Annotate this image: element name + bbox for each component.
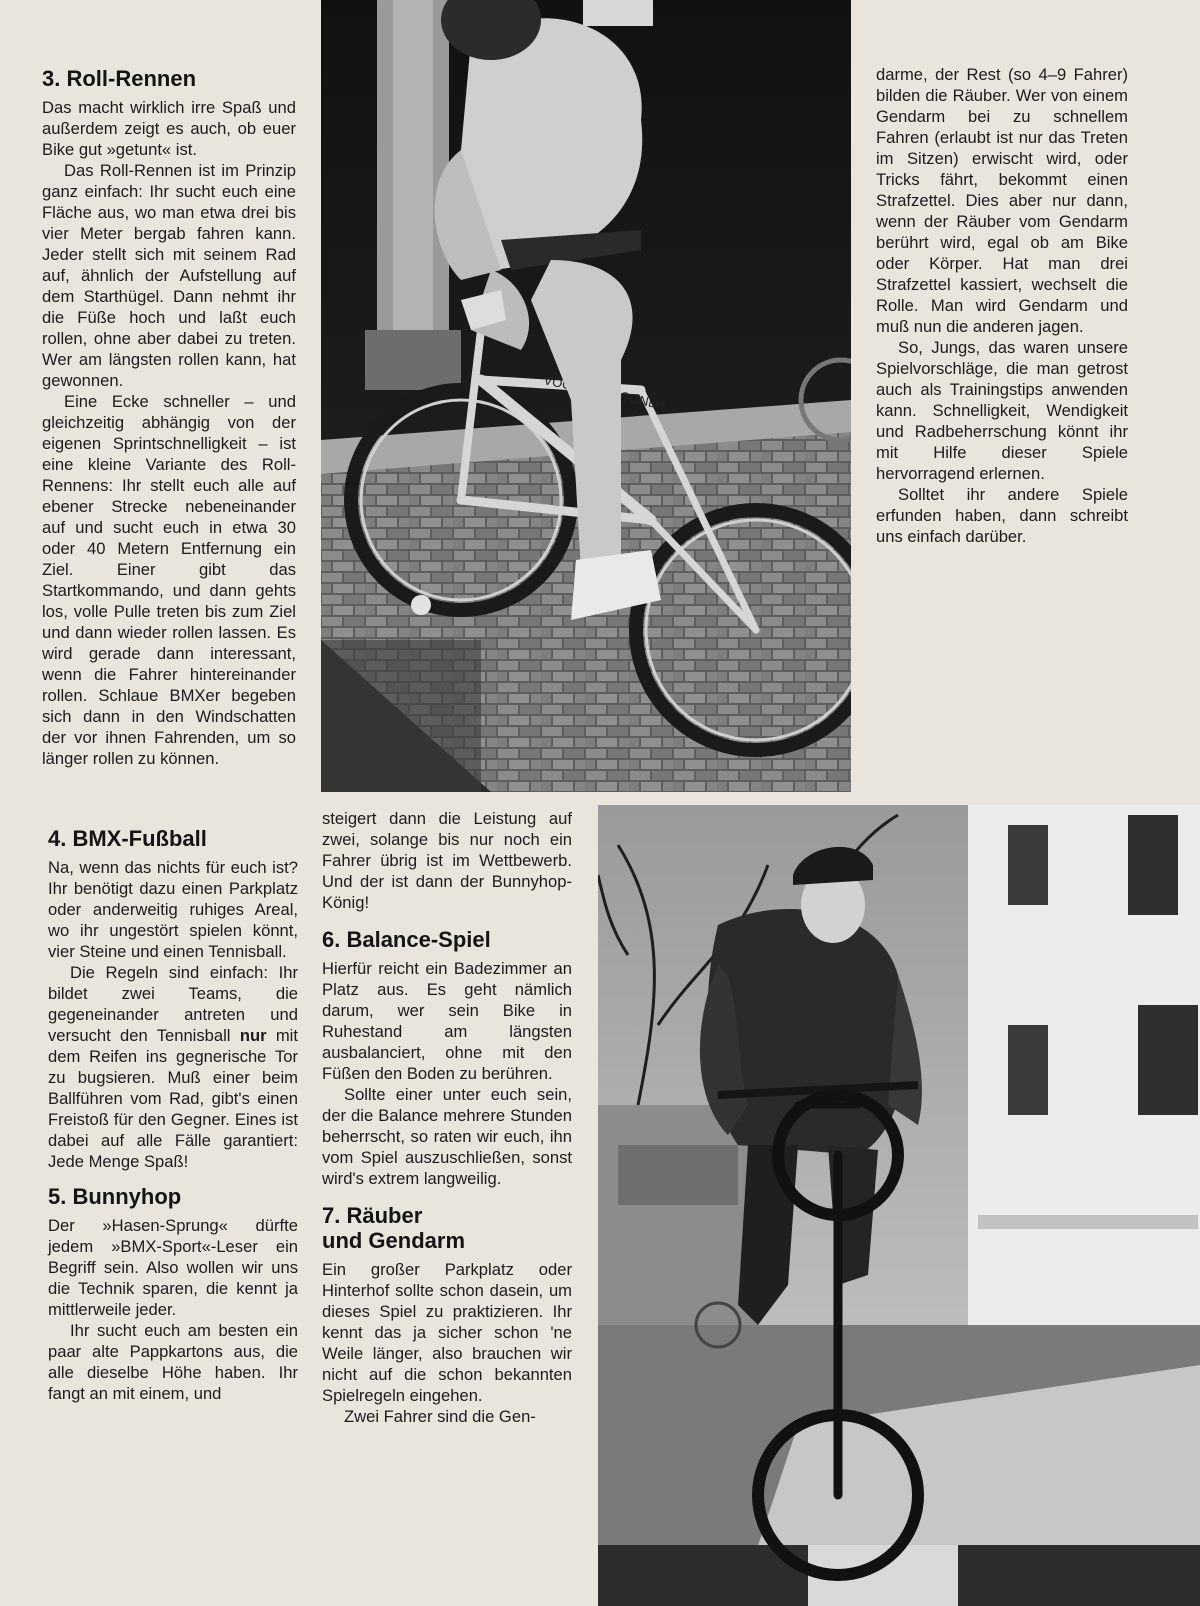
text-run: mit dem Reifen ins gegnerische Tor zu bugsieren. Muß einer beim Ballführen vom Rad, gibt's einen Freistoß für den Gegner. Eines ist dabei auf alle Fälle garantiert: Jede Menge Spaß! [48, 1026, 298, 1171]
paragraph: Zwei Fahrer sind die Gen- [344, 1407, 536, 1426]
paragraph: Eine Ecke schneller – und gleichzeitig abhängig von der eigenen Sprintschnelligkeit – ist eine kleine Variante des Roll-Rennens: Ihr stellt euch alle auf ebener Strecke nebeneinander auf und sucht euch in etwa 30 oder 40 Metern Entfernung ein Ziel. Einer gibt das Startkommando, und dann gehts los, volle Pulle treten bis zum Ziel und dann wieder rollen lassen. Es wird gerade dann interessant, wenn die Fahrer hintereinander rollen. Schlaue BMXer begeben sich dann in den Windschatten der vor ihnen Fahrenden, um so länger rollen zu können. [42, 392, 296, 768]
heading-bmx-fussball: 4. BMX-Fußball [48, 826, 207, 851]
paragraph: Sollte einer unter euch sein, der die Balance mehrere Stunden beherrscht, so raten wir euch, ihn vom Spiel auszuschließen, sonst wird's extrem langweilig. [322, 1085, 572, 1188]
heading-und-gendarm: und Gendarm [322, 1228, 466, 1253]
column-2 [322, 808, 572, 1427]
paragraph: darme, der Rest (so 4–9 Fahrer) bilden die Räuber. Wer von einem Gendarm bei zu schnellem Fahren (erlaubt ist nur das Treten im Sitzen) erwischt wird, oder Tricks fährt, bekommt einen Strafzettel. Dies aber nur dann, wenn der Räuber vom Gendarm berührt wird, egal ob am Bike oder Körper. Hat man drei Strafzettel kassiert, wechselt die Rolle. Man wird Gendarm und muß nun die anderen jagen. [876, 65, 1128, 336]
paragraph: Na, wenn das nichts für euch ist? Ihr benötigt dazu einen Parkplatz oder anderweitig ruhiges Areal, wo ihr ungestört spielen könnt, vier Steine und einen Tennisball. [48, 858, 298, 961]
photo-rider-on-pavement-image [321, 0, 851, 792]
paragraph: Das macht wirklich irre Spaß und außerdem zeigt es auch, ob euer Bike gut »getunt« ist. [42, 98, 296, 159]
photo-rider-on-pavement [321, 0, 851, 792]
paragraph [48, 962, 298, 1172]
paragraph: Solltet ihr andere Spiele erfunden haben, dann schreibt uns einfach darüber. [876, 485, 1128, 546]
heading-balance-spiel: 6. Balance-Spiel [322, 927, 491, 952]
photo-bunnyhop-rider-image [598, 805, 1200, 1606]
paragraph: Ihr sucht euch am besten ein paar alte Pappkartons aus, die alle dieselbe Höhe haben. Ihr fangt an mit einem, und [48, 1321, 298, 1403]
paragraph: Ein großer Parkplatz oder Hinterhof sollte schon dasein, um dieses Spiel zu praktizieren. Ihr kennt das ja sicher schon 'ne Weile länger, also brauchen wir nicht auf die schon bekannten Spielregeln eingehen. [322, 1260, 572, 1405]
paragraph: Der »Hasen-Sprung« dürfte jedem »BMX-Sport«-Leser ein Begriff sein. Also wollen wir uns die Technik sparen, die kennt ja mittlerweile jeder. [48, 1216, 298, 1319]
bike-frame-lettering: ACONDA [610, 386, 668, 413]
paragraph: Das Roll-Rennen ist im Prinzip ganz einfach: Ihr sucht euch eine Fläche aus, wo man etwa drei bis vier Meter bergab fahren kann. Jeder stellt sich mit seinem Rad auf, ähnlich der Aufstellung auf dem Starthügel. Dann nehmt ihr die Füße hoch und laßt euch rollen, ohne aber dabei zu treten. Wer am längsten rollen kann, hat gewonnen. [42, 161, 296, 390]
heading-raeuber: 7. Räuber [322, 1203, 423, 1228]
text-run: Die Regeln sind einfach: Ihr bildet zwei Teams, die gegeneinander antreten und versucht den Tennisball [48, 963, 298, 1045]
emphasis: nur [239, 1026, 267, 1045]
paragraph: steigert dann die Leistung auf zwei, solange bis nur noch ein Fahrer übrig ist im Wettbewerb. Und der ist dann der Bunnyhop-König! [322, 809, 572, 912]
paragraph: So, Jungs, das waren unsere Spielvorschläge, die man getrost auch als Trainingstips anwenden kann. Schnelligkeit, Wendigkeit und Radbeherrschung könnt ihr mit Hilfe dieser Spiele hervorragend erlernen. [876, 338, 1128, 483]
photo-bunnyhop-rider [598, 805, 1200, 1606]
heading-bunnyhop: 5. Bunnyhop [48, 1184, 182, 1209]
column-1 [42, 66, 296, 769]
paragraph: Hierfür reicht ein Badezimmer an Platz aus. Es geht nämlich darum, wer sein Bike in Ruhestand am längsten ausbalanciert, ohne mit den Füßen den Boden zu berühren. [322, 959, 572, 1083]
column-3 [876, 64, 1128, 547]
column-1-lower [48, 826, 298, 1404]
heading-roll-rennen: 3. Roll-Rennen [42, 66, 197, 91]
